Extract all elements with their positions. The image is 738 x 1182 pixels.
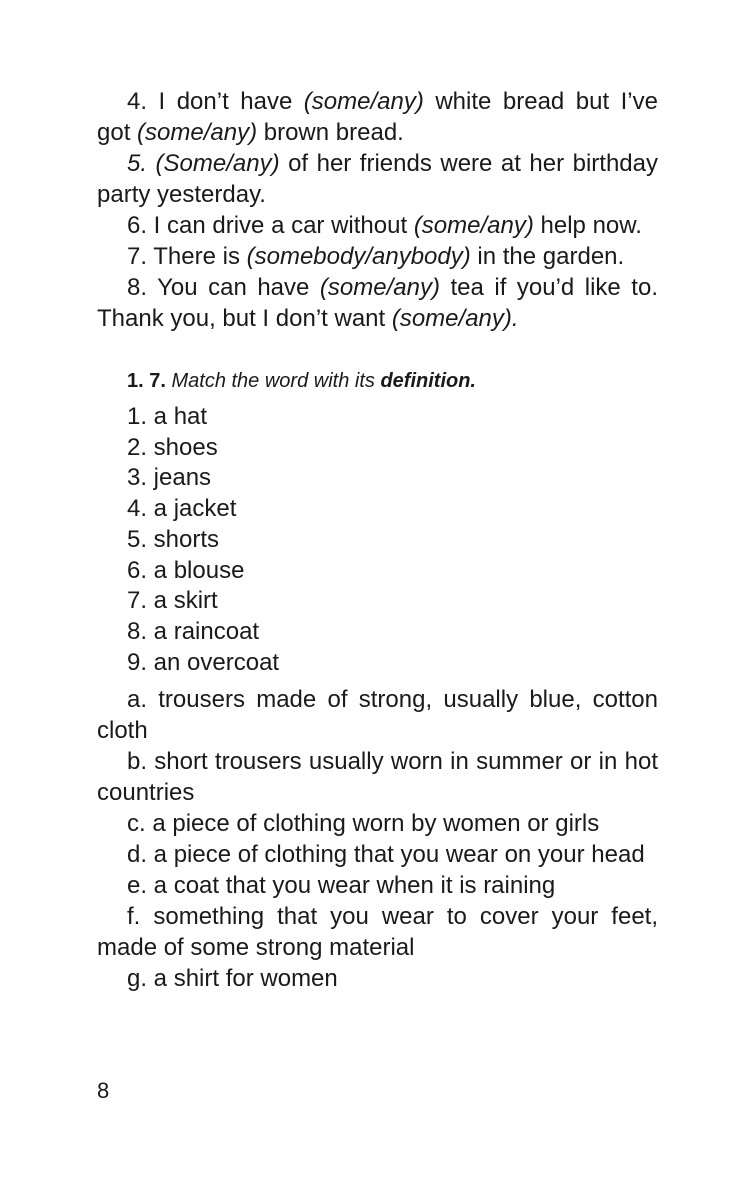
definition-list xyxy=(97,684,658,994)
word-item: 8. a raincoat xyxy=(127,617,260,645)
word-list xyxy=(97,402,658,678)
definition-item: e. a coat that you wear when it is raining xyxy=(127,872,556,900)
word-item: 7. a skirt xyxy=(127,587,218,615)
word-item: 1. a hat xyxy=(127,403,208,430)
task-instruction-bold: definition. xyxy=(380,370,476,392)
sentence-6: 6. I can drive a car without (some/any) help now. xyxy=(127,212,642,239)
word-item: 6. a blouse xyxy=(127,556,245,584)
word-item: 9. an overcoat xyxy=(127,648,280,676)
task-heading xyxy=(97,366,658,396)
word-item: 3. jeans xyxy=(127,464,212,492)
definition-item: b. short trousers usually worn in summer or in hot countries xyxy=(97,748,658,807)
word-item: 4. a jacket xyxy=(127,495,237,523)
exercise-continuation xyxy=(97,86,658,334)
definition-item: g. a shirt for women xyxy=(127,965,338,993)
sentence-8: 8. You can have (some/any) tea if you’d like to. Thank you, but I don’t want (some/any). xyxy=(97,274,658,332)
definition-item: f. something that you wear to cover your feet, made of some strong material xyxy=(97,903,658,962)
task-number: 1. 7. xyxy=(127,370,166,392)
sentence-4: 4. I don’t have (some/any) white bread but I’ve got (some/any) brown bread. xyxy=(97,88,658,146)
word-item: 5. shorts xyxy=(127,525,220,553)
word-item: 2. shoes xyxy=(127,433,218,461)
page-number: 8 xyxy=(97,1078,110,1103)
definition-item: a. trousers made of strong, usually blue, cotton cloth xyxy=(97,686,658,745)
task-instruction: Match the word with its xyxy=(171,370,381,392)
page-content xyxy=(97,86,658,994)
definition-item: d. a piece of clothing that you wear on your head xyxy=(127,841,645,869)
definition-item: c. a piece of clothing worn by women or girls xyxy=(127,810,600,838)
sentence-7: 7. There is (somebody/anybody) in the garden. xyxy=(127,243,625,270)
sentence-5: 5. (Some/any) of her friends were at her birthday party yesterday. xyxy=(97,150,658,208)
